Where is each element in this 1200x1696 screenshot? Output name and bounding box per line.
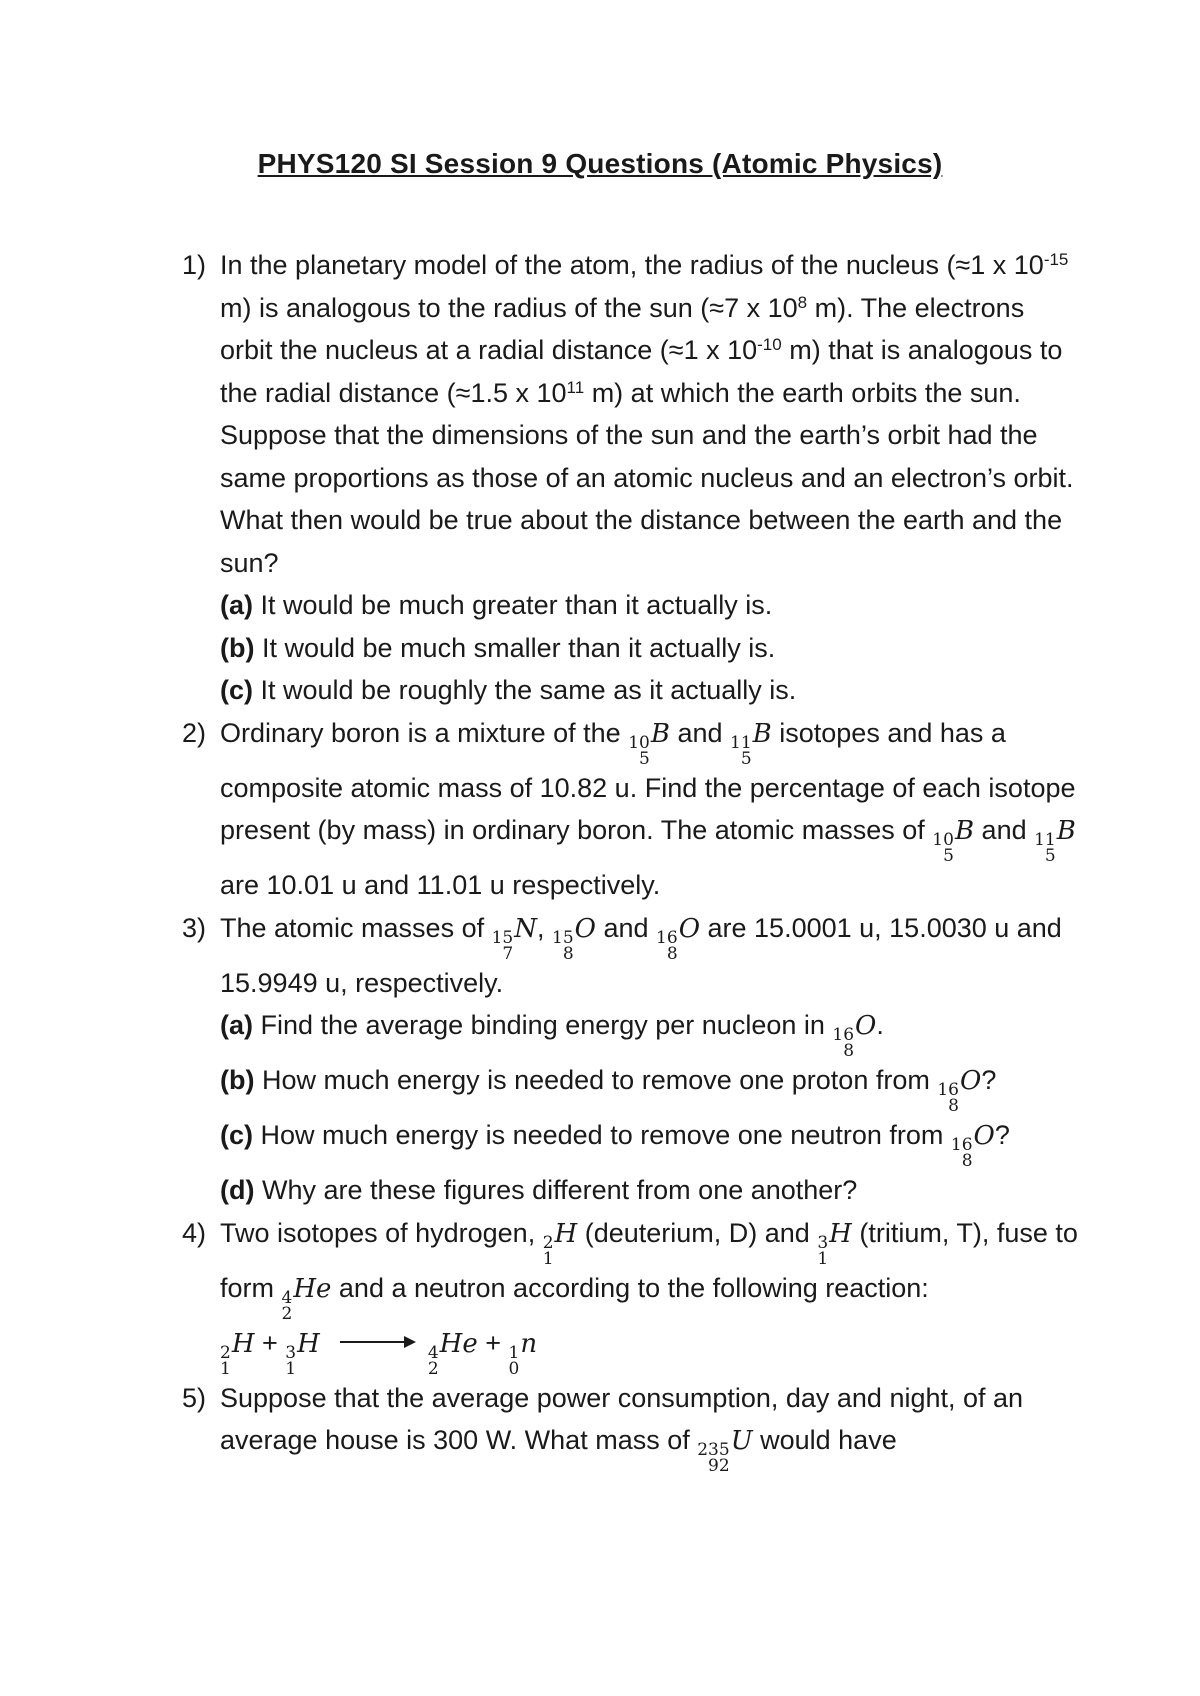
text-run: isotopes and has a composite atomic mass of 10.82 u. Find the percentage of each isotope present (by mass) in ordinary boron. The atomic masses of <box>220 717 1076 845</box>
element-symbol: O <box>973 1121 995 1151</box>
question-1-text <box>220 244 1082 584</box>
text-run: m) at which the earth orbits the sun. Suppose that the dimensions of the sun and the earth’s orbit had the same proportions as those of an atomic nucleus and an electron’s orbit. What then would be true about the distance between the earth and the sun? <box>220 377 1074 578</box>
nuclide-notation: 10 5 <box>628 732 650 769</box>
text-run: . <box>876 1010 884 1040</box>
exponent: 8 <box>797 292 808 312</box>
question-5 <box>182 1377 1082 1475</box>
option-b <box>220 1059 1082 1114</box>
nuclide-notation: 2 1 <box>220 1342 231 1379</box>
option-text: It would be much smaller than it actually is. <box>254 632 776 663</box>
option-d <box>220 1169 1082 1212</box>
text-run: and <box>669 717 730 748</box>
nuclide-notation: 3 1 <box>817 1232 829 1269</box>
option-c <box>220 669 1082 712</box>
option-a <box>220 1004 1082 1059</box>
question-4 <box>182 1212 1082 1377</box>
text-run: and a neutron according to the following reaction: <box>331 1272 929 1303</box>
option-text: How much energy is needed to remove one proton from <box>254 1065 938 1095</box>
plus-sign: + <box>477 1327 509 1358</box>
element-symbol: B <box>752 718 772 749</box>
text-run: ? <box>994 1120 1010 1150</box>
element-symbol: n <box>520 1328 538 1359</box>
question-number: 5) <box>182 1382 207 1413</box>
text-run: ? <box>981 1065 997 1095</box>
nuclide-notation: 16 8 <box>656 927 678 964</box>
nuclide-notation: 15 7 <box>491 927 514 964</box>
option-c <box>220 1114 1082 1169</box>
question-number: 2) <box>182 717 207 748</box>
text-run: would have <box>752 1425 897 1455</box>
nuclide-notation: 4 2 <box>427 1342 439 1379</box>
option-label: (b) <box>220 632 255 663</box>
element-symbol: O <box>574 913 596 944</box>
option-a <box>220 584 1082 627</box>
text-run: Ordinary boron is a mixture of the <box>220 717 629 748</box>
text-run: In the planetary model of the atom, the radius of the nucleus (≈1 x 10 <box>220 250 1044 280</box>
question-5-text <box>220 1377 1082 1475</box>
question-4-text <box>220 1212 1082 1322</box>
page-title: PHYS120 SI Session 9 Questions (Atomic Physics) <box>257 148 943 179</box>
question-list <box>182 244 1082 1474</box>
element-symbol: B <box>954 816 975 846</box>
text-run: , <box>537 912 553 943</box>
question-3 <box>182 907 1082 1212</box>
text-run: m) is analogous to the radius of the sun (≈7 x 10 <box>220 292 798 323</box>
nuclide-notation: 11 5 <box>730 732 752 769</box>
nuclide-notation: 2 1 <box>542 1232 554 1269</box>
reaction-arrow-icon <box>340 1341 414 1343</box>
nuclide-notation: 3 1 <box>285 1342 297 1379</box>
option-label: (c) <box>220 675 253 705</box>
question-number: 3) <box>182 912 207 943</box>
element-symbol: B <box>1056 816 1076 846</box>
element-symbol: O <box>678 913 701 944</box>
element-symbol: H <box>554 1218 578 1249</box>
question-number: 1) <box>182 250 207 280</box>
question-2 <box>182 712 1082 907</box>
text-run: Two isotopes of hydrogen, <box>220 1217 543 1248</box>
option-text: Why are these figures different from one another? <box>254 1175 858 1205</box>
nuclide-notation: 16 8 <box>832 1025 855 1061</box>
text-run: and <box>974 815 1035 845</box>
element-symbol: H <box>231 1328 255 1359</box>
question-1 <box>182 244 1082 712</box>
text-run: The atomic masses of <box>220 912 492 943</box>
nuclide-notation: 16 8 <box>950 1135 973 1171</box>
element-symbol: O <box>959 1066 982 1096</box>
nuclide-notation: 10 5 <box>932 830 954 866</box>
exponent: 11 <box>566 377 585 397</box>
text-run: Suppose that the average power consumption, day and night, of an average house is 300 W. What mass of <box>220 1382 1024 1455</box>
element-symbol: B <box>650 718 670 749</box>
question-2-text <box>220 712 1082 907</box>
element-symbol: U <box>730 1426 753 1456</box>
exponent: -15 <box>1043 250 1069 269</box>
nuclide-notation: 15 8 <box>552 927 574 964</box>
nuclide-notation: 4 2 <box>281 1287 293 1324</box>
exponent: -10 <box>757 335 782 354</box>
option-label: (c) <box>220 1120 253 1150</box>
option-text: It would be roughly the same as it actually is. <box>253 675 797 705</box>
option-label: (d) <box>220 1175 255 1205</box>
plus-sign: + <box>254 1327 286 1358</box>
nuclide-notation: 1 0 <box>508 1342 520 1379</box>
option-text: Find the average binding energy per nucleon in <box>253 1010 833 1040</box>
text-run: are 10.01 u and 11.01 u respectively. <box>220 870 661 900</box>
option-label: (a) <box>220 1010 253 1040</box>
option-b <box>220 627 1082 670</box>
element-symbol: H <box>297 1328 320 1359</box>
text-run: m). The electrons orbit the nucleus at a radial distance (≈1 x 10 <box>220 292 1025 365</box>
element-symbol: O <box>855 1011 877 1041</box>
element-symbol: He <box>293 1273 332 1304</box>
nuclide-notation: 16 8 <box>937 1080 959 1116</box>
nuclide-notation: 11 5 <box>1034 830 1056 866</box>
option-text: It would be much greater than it actually is. <box>253 590 773 620</box>
element-symbol: H <box>829 1218 852 1249</box>
text-run: (tritium, T), fuse to form <box>220 1217 1078 1303</box>
question-3-text <box>220 907 1082 1005</box>
element-symbol: He <box>439 1328 478 1359</box>
option-text: How much energy is needed to remove one neutron from <box>253 1120 951 1150</box>
text-run: and <box>595 912 657 943</box>
text-run: are 15.0001 u, 15.0030 u and 15.9949 u, respectively. <box>220 912 1062 998</box>
text-run: m) that is analogous to the radial distance (≈1.5 x 10 <box>220 335 1063 408</box>
nuclide-notation: 235 92 <box>697 1440 730 1476</box>
option-label: (a) <box>220 590 253 620</box>
question-number: 4) <box>182 1217 207 1248</box>
text-run: (deuterium, D) and <box>577 1217 818 1248</box>
reaction-equation <box>220 1322 1082 1377</box>
option-label: (b) <box>220 1065 255 1095</box>
element-symbol: N <box>514 913 537 944</box>
